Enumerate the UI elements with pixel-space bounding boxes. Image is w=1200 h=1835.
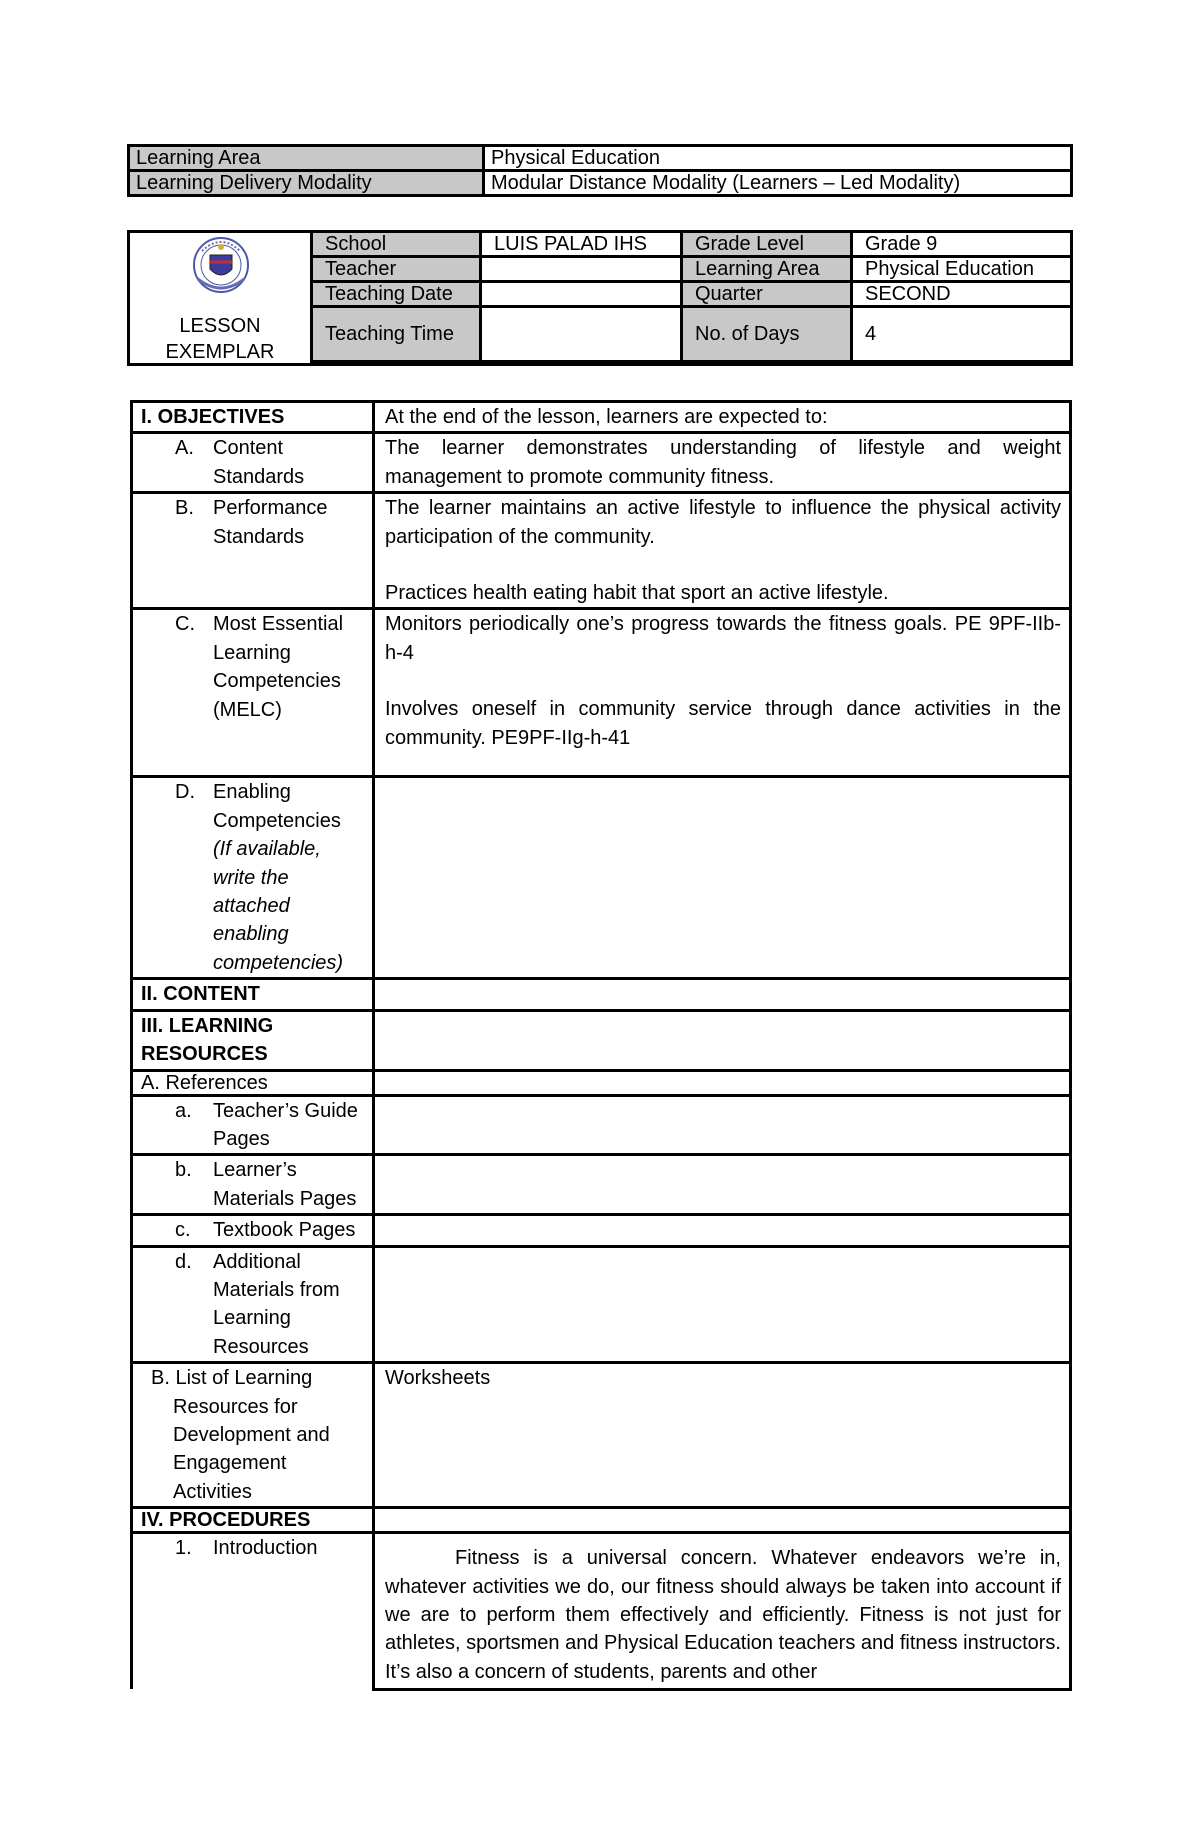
table-row [132,1533,1071,1690]
teaching-date-value [481,282,682,307]
content-standards-label: Content Standards [213,437,305,488]
textbook-label-group [141,1216,364,1244]
grade-level-label: Grade Level [682,232,852,257]
lesson-exemplar-header [127,230,1073,366]
grade-level-value: Grade 9 [852,232,1072,257]
learning-area-table [127,144,1073,197]
performance-standards-label-group [141,494,364,551]
list-resources-label: B. List of Learning Resources for Development and Engagement Activities [151,1367,330,1503]
teachers-guide-value [374,1095,1071,1155]
table-row [132,1508,1071,1533]
enabling-label: Enabling Competencies [213,781,341,832]
performance-standards-text-2: Practices health eating habit that sport an active lifestyle. [385,582,889,605]
enabling-value [374,777,1071,979]
table-row [132,1010,1071,1070]
objectives-intro: At the end of the lesson, learners are expected to: [374,402,1071,433]
melc-label-group [141,610,364,724]
performance-standards-label: Performance Standards [213,497,328,548]
school-info-table [310,230,1073,363]
table-row [129,146,1072,171]
learning-area-value: Physical Education [484,146,1072,171]
performance-standards-text: The learner maintains an active lifestyle to influence the physical activity participation of the community. [385,497,1061,548]
list-marker: D. [175,781,195,804]
melc-text: Monitors periodically one’s progress towards the fitness goals. PE 9PF-IIb-h-4 [385,613,1061,664]
delivery-modality-value: Modular Distance Modality (Learners – Led Modality) [484,171,1072,196]
enabling-label-group [141,778,364,977]
table-row [132,777,1071,979]
table-row [132,979,1071,1010]
content-standards-label-group [141,434,364,491]
introduction-label-group [141,1534,364,1562]
learning-area-label: Learning Area [682,257,852,282]
table-row [129,171,1072,196]
table-row [132,433,1071,493]
learning-area-value: Physical Education [852,257,1072,282]
quarter-value: SECOND [852,282,1072,307]
table-row [132,402,1071,433]
references-value [374,1070,1071,1095]
list-marker: A. [175,437,194,460]
school-label: School [312,232,481,257]
additional-materials-label-group [141,1248,364,1362]
additional-materials-value [374,1246,1071,1363]
no-of-days-value: 4 [852,307,1072,362]
lesson-exemplar-label: LESSON EXEMPLAR [165,315,275,363]
learners-materials-label: Learner’s Materials Pages [213,1159,357,1210]
school-value: LUIS PALAD IHS [481,232,682,257]
content-heading: II. CONTENT [132,979,374,1010]
list-marker: B. [175,497,194,520]
table-row [132,1155,1071,1215]
teachers-guide-label-group [141,1097,364,1154]
procedures-heading: IV. PROCEDURES [132,1508,374,1533]
quarter-label: Quarter [682,282,852,307]
teaching-time-value [481,307,682,362]
table-row [312,257,1072,282]
list-marker: c. [175,1219,191,1242]
table-row [132,1070,1071,1095]
learning-area-label: Learning Area [129,146,484,171]
content-standards-text: The learner demonstrates understanding of lifestyle and weight management to promote community fitness. [374,433,1071,493]
teachers-guide-label: Teacher’s Guide Pages [213,1099,358,1150]
enabling-note: (If available, write the attached enabling competencies) [213,838,344,974]
no-of-days-label: No. of Days [682,307,852,362]
table-row [132,1363,1071,1508]
table-row [132,1246,1071,1363]
table-row [312,307,1072,362]
teaching-date-label: Teaching Date [312,282,481,307]
list-marker: d. [175,1250,192,1273]
list-marker: C. [175,613,195,636]
logo-cell [130,233,310,363]
additional-materials-label: Additional Materials from Learning Resources [213,1250,340,1358]
lesson-plan-table [130,400,1072,1691]
table-row [312,232,1072,257]
learning-resources-heading: III. LEARNING RESOURCES [132,1010,374,1070]
learners-materials-label-group [141,1156,364,1213]
melc-label: Most Essential Learning Competencies (MELC) [213,613,344,721]
procedures-value [374,1508,1071,1533]
table-row [312,282,1072,307]
content-value [374,979,1071,1010]
deped-seal-icon [192,235,250,299]
references-label: A. References [132,1070,374,1095]
list-marker: a. [175,1099,192,1122]
learners-materials-value [374,1155,1071,1215]
table-row [132,1215,1071,1246]
teacher-value [481,257,682,282]
textbook-label: Textbook Pages [213,1219,356,1242]
table-row [132,493,1071,609]
textbook-value [374,1215,1071,1246]
introduction-label: Introduction [213,1537,318,1560]
introduction-text: Fitness is a universal concern. Whatever endeavors we’re in, whatever activities we do, our fitness should always be taken into account if we are to perform them effectively and efficiently. Fitness is not just for athletes, sportsmen and Physical Education teachers and fitness instructors. It’s also a concern of students, parents and other [385,1547,1061,1683]
table-row [132,1095,1071,1155]
table-row [132,609,1071,777]
melc-text-2: Involves oneself in community service through dance activities in the community. PE9PF-IIg-h-41 [385,698,1061,749]
learning-resources-value [374,1010,1071,1070]
list-marker: b. [175,1159,192,1182]
delivery-modality-label: Learning Delivery Modality [129,171,484,196]
teaching-time-label: Teaching Time [312,307,481,362]
teacher-label: Teacher [312,257,481,282]
list-marker: 1. [175,1537,192,1560]
list-resources-value: Worksheets [374,1363,1071,1508]
objectives-heading: I. OBJECTIVES [132,402,374,433]
